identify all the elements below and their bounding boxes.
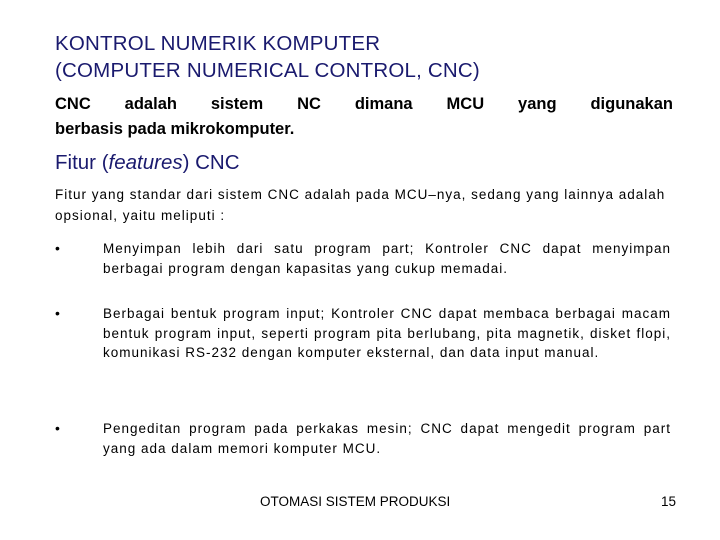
feature-list bbox=[55, 239, 671, 458]
footer-text: OTOMASI SISTEM PRODUKSI bbox=[260, 494, 451, 509]
bullet-icon: • bbox=[55, 420, 61, 436]
intro-paragraph bbox=[55, 92, 673, 142]
list-item bbox=[55, 419, 671, 458]
heading-post: ) CNC bbox=[182, 151, 240, 174]
heading-emphasis: features bbox=[108, 151, 183, 174]
section-heading bbox=[55, 150, 240, 176]
list-item-text: Menyimpan lebih dari satu program part; Kontroler CNC dapat menyimpan berbagai program dengan kapasitas yang cukup memadai. bbox=[103, 241, 671, 276]
list-item-text: Berbagai bentuk program input; Kontroler CNC dapat membaca berbagai macam bentuk program input, seperti program pita berlubang, pita magnetik, disket flopi, komunikasi RS-232 dengan komputer eksternal, dan data input manual. bbox=[103, 306, 671, 361]
lead-paragraph: Fitur yang standar dari sistem CNC adalah pada MCU–nya, sedang yang lainnya adalah opsional, yaitu meliputi : bbox=[55, 187, 666, 223]
title-line-1: KONTROL NUMERIK KOMPUTER bbox=[55, 32, 381, 55]
heading-pre: Fitur ( bbox=[55, 151, 109, 174]
list-item bbox=[55, 304, 671, 419]
list-item bbox=[55, 239, 671, 304]
intro-line-1: CNC adalah sistem NC dimana MCU yang digunakan bbox=[55, 95, 673, 113]
slide-title bbox=[55, 30, 695, 84]
bullet-icon: • bbox=[55, 240, 61, 256]
bullet-icon: • bbox=[55, 305, 61, 321]
intro-line-2: berbasis pada mikrokomputer. bbox=[55, 120, 295, 138]
page-number: 15 bbox=[661, 494, 677, 509]
list-item-text: Pengeditan program pada perkakas mesin; CNC dapat mengedit program part yang ada dalam memori komputer MCU. bbox=[103, 421, 671, 456]
title-line-2: (COMPUTER NUMERICAL CONTROL, CNC) bbox=[55, 59, 480, 82]
